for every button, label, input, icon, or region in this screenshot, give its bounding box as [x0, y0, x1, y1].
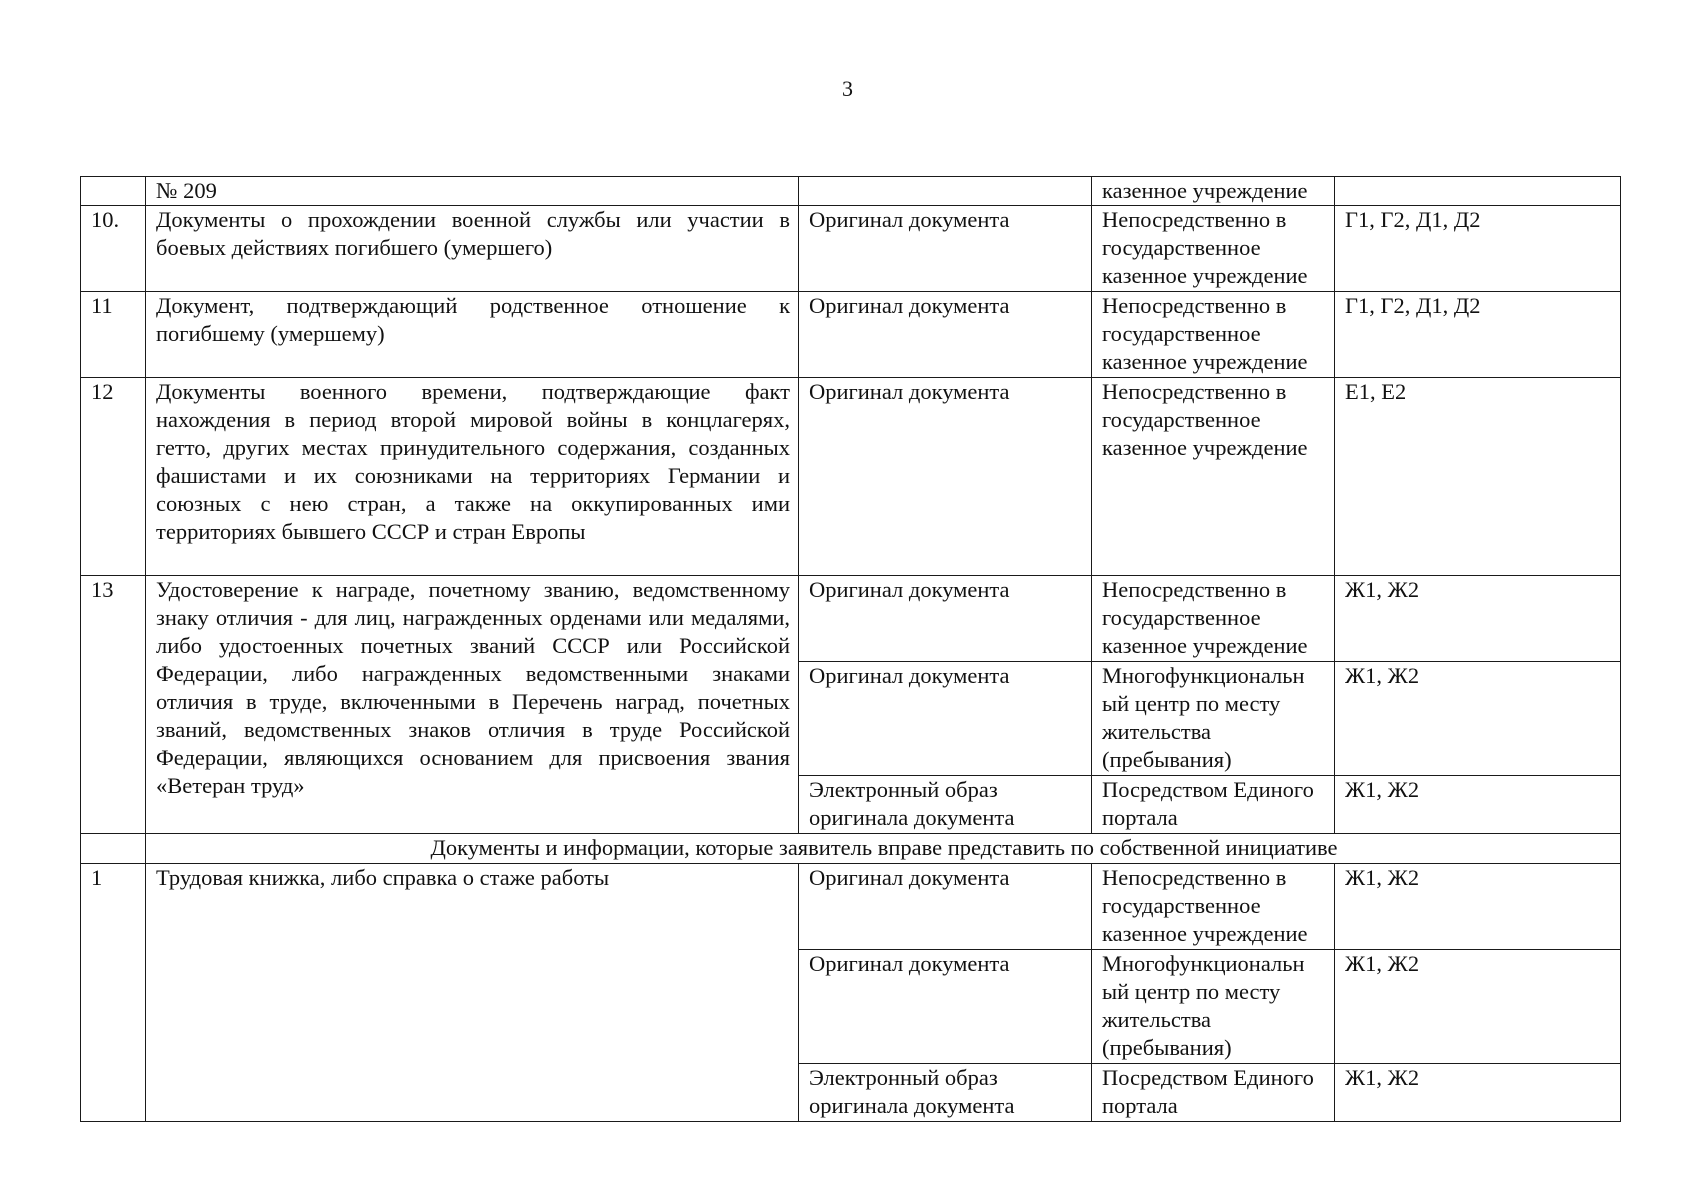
codes-cell: Ж1, Ж2: [1335, 576, 1621, 662]
row-number-cell: 13: [81, 576, 146, 834]
document-cell: № 209: [146, 177, 799, 206]
submission-cell: Непосредственно в государственное казенное учреждение: [1092, 206, 1335, 292]
table-row: [81, 206, 1621, 292]
submission-cell: Многофункциональн ый центр по месту жительства (пребывания): [1092, 662, 1335, 776]
documents-table: [80, 176, 1621, 1122]
submission-cell: Непосредственно в государственное казенное учреждение: [1092, 864, 1335, 950]
codes-cell: Ж1, Ж2: [1335, 662, 1621, 776]
document-cell: Удостоверение к награде, почетному званию, ведомственному знаку отличия - для лиц, награжденных орденами или медалями, либо удостоенных почетных званий СССР или Российской Федерации, либо награжденных ведомственными знаками отличия в труде, включенными в Перечень наград, почетных званий, ведомственных знаков отличия в труде Российской Федерации, являющихся основанием для присвоения звания «Ветеран труд»: [146, 576, 799, 834]
form-cell: Оригинал документа: [799, 662, 1092, 776]
form-cell: [799, 177, 1092, 206]
document-cell: Документ, подтверждающий родственное отношение к погибшему (умершему): [146, 292, 799, 378]
section-header-row: [81, 834, 1621, 864]
table-row: [81, 378, 1621, 576]
row-number-cell: [81, 834, 146, 864]
table-row: [81, 864, 1621, 950]
form-cell: Оригинал документа: [799, 378, 1092, 576]
codes-cell: Г1, Г2, Д1, Д2: [1335, 206, 1621, 292]
codes-cell: Ж1, Ж2: [1335, 776, 1621, 834]
table-row: [81, 292, 1621, 378]
submission-cell: Непосредственно в государственное казенное учреждение: [1092, 292, 1335, 378]
codes-cell: Ж1, Ж2: [1335, 950, 1621, 1064]
document-cell: Трудовая книжка, либо справка о стаже работы: [146, 864, 799, 1122]
form-cell: Электронный образ оригинала документа: [799, 1064, 1092, 1122]
section-header: Документы и информации, которые заявитель вправе представить по собственной инициативе: [146, 834, 1621, 864]
document-cell: Документы о прохождении военной службы или участии в боевых действиях погибшего (умершего): [146, 206, 799, 292]
submission-cell: Непосредственно в государственное казенное учреждение: [1092, 576, 1335, 662]
codes-cell: Г1, Г2, Д1, Д2: [1335, 292, 1621, 378]
submission-cell: Посредством Единого портала: [1092, 776, 1335, 834]
page-number: 3: [842, 76, 853, 101]
form-cell: Оригинал документа: [799, 864, 1092, 950]
form-cell: Оригинал документа: [799, 292, 1092, 378]
codes-cell: [1335, 177, 1621, 206]
codes-cell: Е1, Е2: [1335, 378, 1621, 576]
row-number-cell: 10.: [81, 206, 146, 292]
document-cell: Документы военного времени, подтверждающие факт нахождения в период второй мировой войны в концлагерях, гетто, других местах принудительного содержания, созданных фашистами и их союзниками на территориях Германии и союзных с нею стран, а также на оккупированных ими территориях бывшего СССР и стран Европы: [146, 378, 799, 576]
table-row: [81, 177, 1621, 206]
form-cell: Оригинал документа: [799, 950, 1092, 1064]
codes-cell: Ж1, Ж2: [1335, 864, 1621, 950]
row-number-cell: 12: [81, 378, 146, 576]
form-cell: Электронный образ оригинала документа: [799, 776, 1092, 834]
submission-cell: Посредством Единого портала: [1092, 1064, 1335, 1122]
row-number-cell: 1: [81, 864, 146, 1122]
submission-cell: казенное учреждение: [1092, 177, 1335, 206]
form-cell: Оригинал документа: [799, 576, 1092, 662]
submission-cell: Многофункциональн ый центр по месту жительства (пребывания): [1092, 950, 1335, 1064]
row-number-cell: [81, 177, 146, 206]
submission-cell: Непосредственно в государственное казенное учреждение: [1092, 378, 1335, 576]
codes-cell: Ж1, Ж2: [1335, 1064, 1621, 1122]
table-row: [81, 576, 1621, 662]
form-cell: Оригинал документа: [799, 206, 1092, 292]
row-number-cell: 11: [81, 292, 146, 378]
